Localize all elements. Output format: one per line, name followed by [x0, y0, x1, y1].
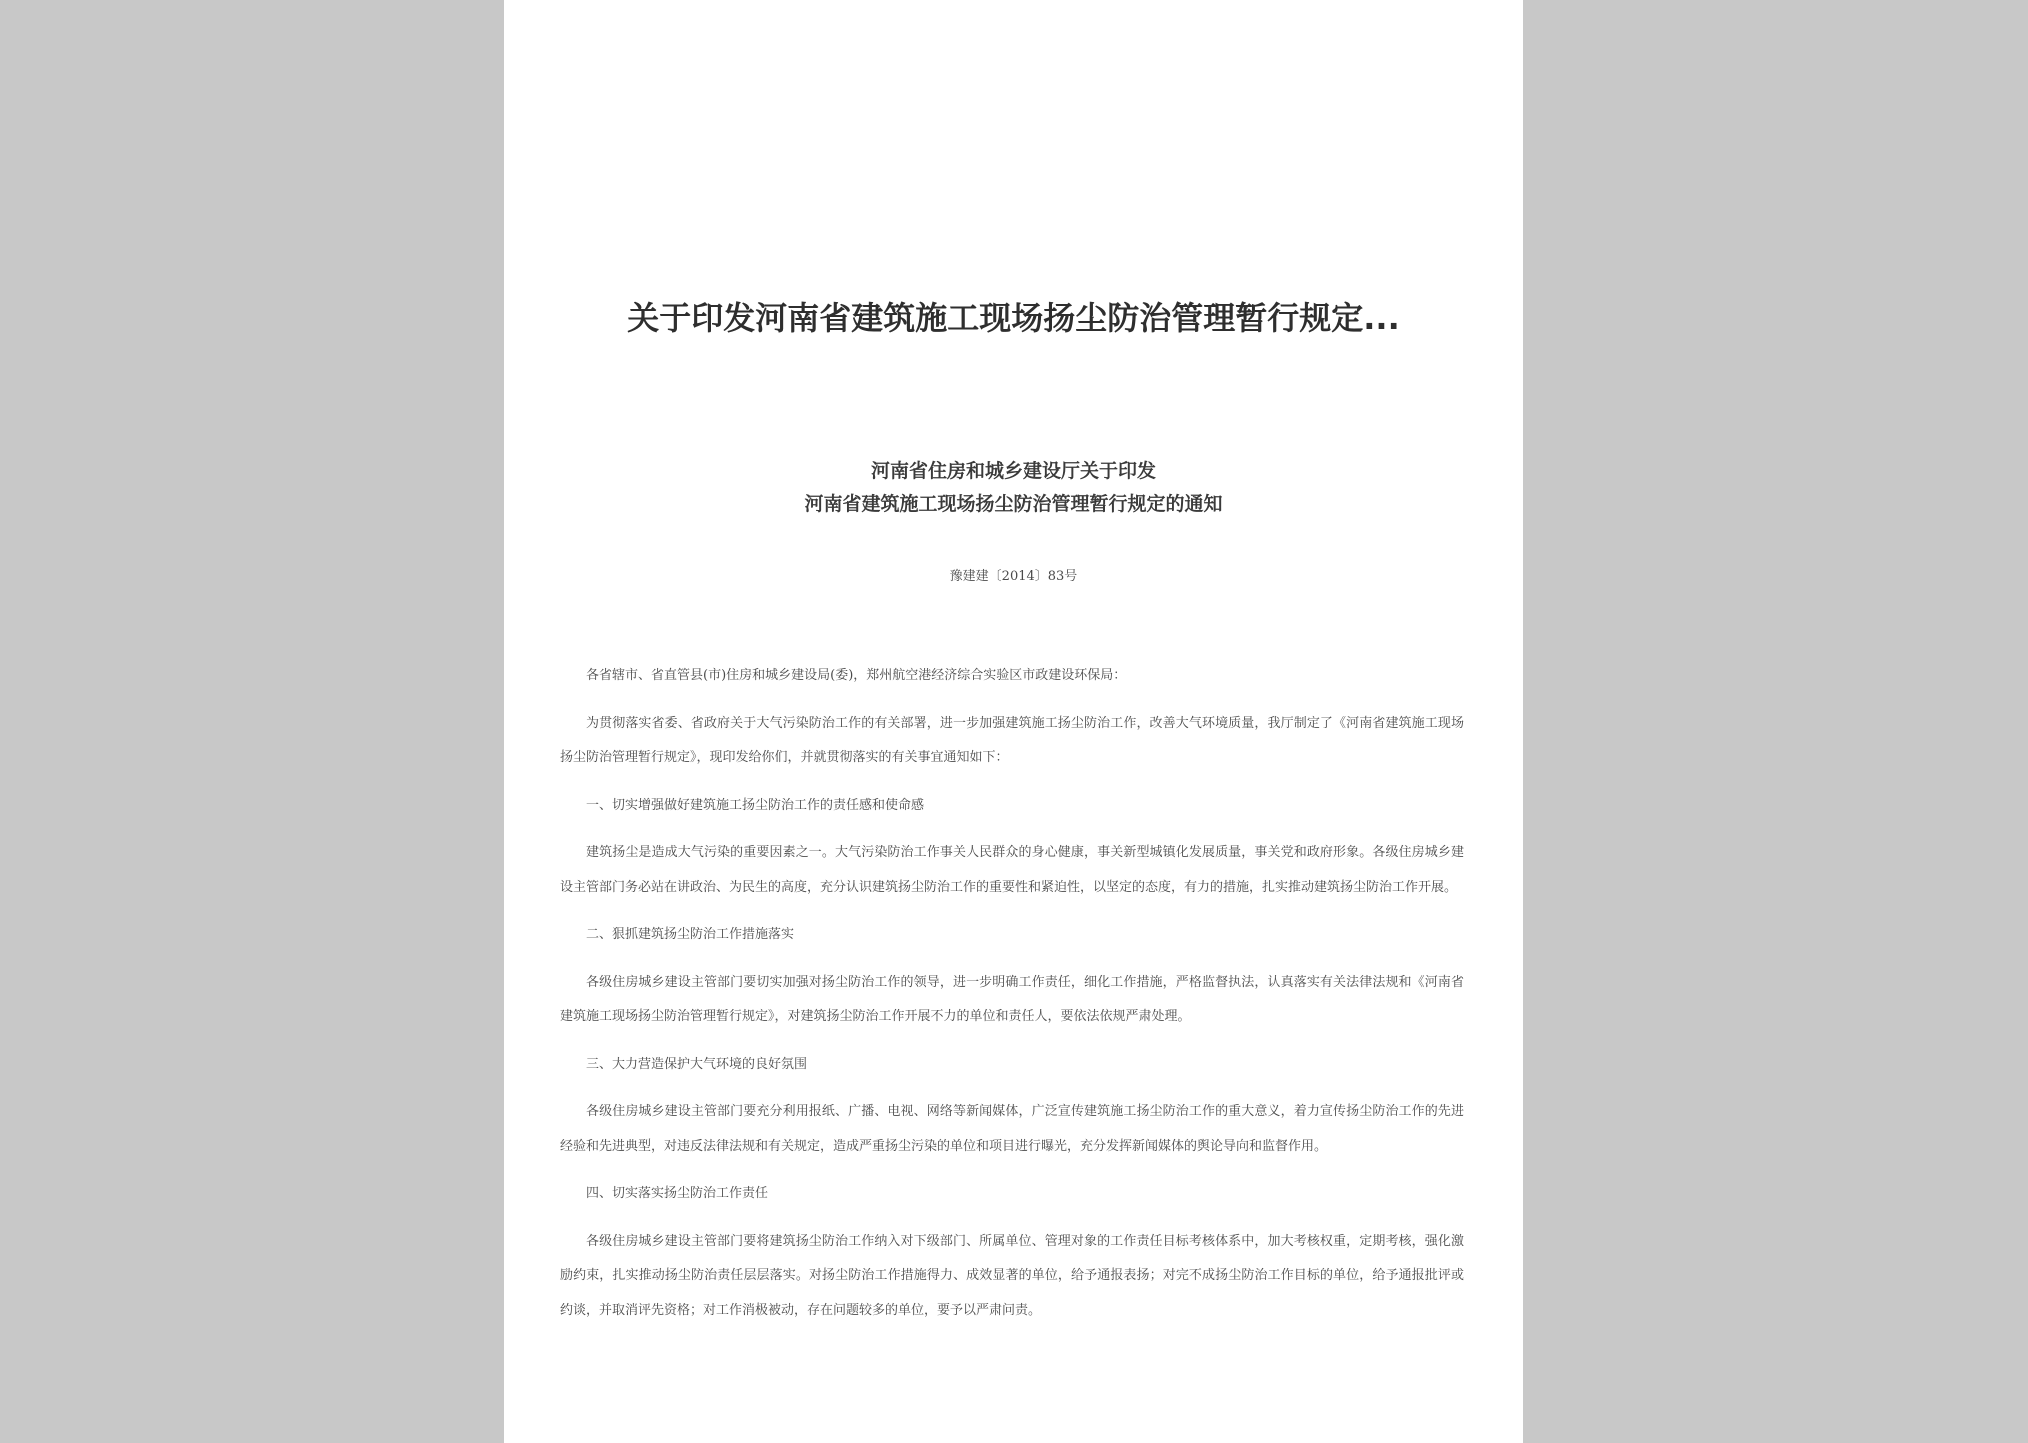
- paragraph-section-3: 各级住房城乡建设主管部门要充分利用报纸、广播、电视、网络等新闻媒体，广泛宣传建筑施工扬尘防治工作的重大意义，着力宣传扬尘防治工作的先进经验和先进典型，对违反法律法规和有关规定，造成严重扬尘污染的单位和项目进行曝光，充分发挥新闻媒体的舆论导向和监督作用。: [560, 1104, 1464, 1154]
- section-heading-3: 三、大力营造保护大气环境的良好氛围: [586, 1056, 808, 1072]
- paragraph-section-2: 各级住房城乡建设主管部门要切实加强对扬尘防治工作的领导，进一步明确工作责任，细化工作措施，严格监督执法，认真落实有关法律法规和《河南省建筑施工现场扬尘防治管理暂行规定》，对建筑扬尘防治工作开展不力的单位和责任人，要依法依规严肃处理。: [560, 974, 1464, 1024]
- paragraph-section-1: 建筑扬尘是造成大气污染的重要因素之一。大气污染防治工作事关人民群众的身心健康，事关新型城镇化发展质量，事关党和政府形象。各级住房城乡建设主管部门务必站在讲政治、为民生的高度，充分认识建筑扬尘防治工作的重要性和紧迫性，以坚定的态度，有力的措施，扎实推动建筑扬尘防治工作开展。: [560, 845, 1464, 895]
- document-title: 关于印发河南省建筑施工现场扬尘防治管理暂行规定...: [627, 299, 1400, 337]
- section-heading-2: 二、狠抓建筑扬尘防治工作措施落实: [586, 927, 795, 942]
- paragraph-salutation: 各省辖市、省直管县(市)住房和城乡建设局(委)，郑州航空港经济综合实验区市政建设环保局：: [586, 668, 1127, 683]
- notice-heading-line2: 河南省建筑施工现场扬尘防治管理暂行规定的通知: [804, 493, 1223, 515]
- document-page: [504, 0, 1523, 1443]
- paragraph-intro: 为贯彻落实省委、省政府关于大气污染防治工作的有关部署，进一步加强建筑施工扬尘防治工作，改善大气环境质量，我厅制定了《河南省建筑施工现场扬尘防治管理暂行规定》，现印发给你们，并就贯彻落实的有关事宜通知如下：: [560, 715, 1464, 765]
- section-heading-1: 一、切实增强做好建筑施工扬尘防治工作的责任感和使命感: [586, 797, 925, 813]
- document-number: 豫建建〔2014〕83号: [949, 569, 1078, 584]
- section-heading-4: 四、切实落实扬尘防治工作责任: [586, 1186, 769, 1201]
- paragraph-section-4: 各级住房城乡建设主管部门要将建筑扬尘防治工作纳入对下级部门、所属单位、管理对象的工作责任目标考核体系中，加大考核权重，定期考核，强化激励约束，扎实推动扬尘防治责任层层落实。对扬尘防治工作措施得力、成效显著的单位，给予通报表扬；对完不成扬尘防治工作目标的单位，给予通报批评或约谈，并取消评先资格；对工作消极被动，存在问题较多的单位，要予以严肃问责。: [560, 1233, 1464, 1318]
- document-body: [560, 659, 1464, 1341]
- notice-heading-line1: 河南省住房和城乡建设厅关于印发: [870, 460, 1156, 482]
- notice-heading: [564, 455, 1463, 521]
